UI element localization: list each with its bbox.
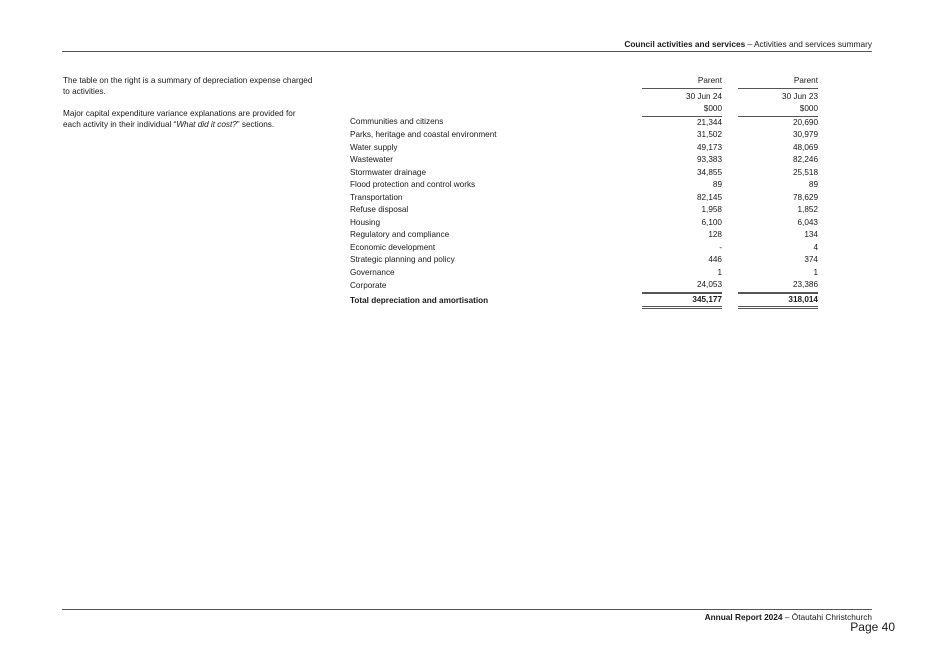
- row-value-2024: 1: [717, 267, 722, 277]
- row-value-2024: 82,145: [696, 192, 722, 202]
- table-row: [350, 179, 818, 192]
- row-label: Regulatory and compliance: [350, 230, 450, 239]
- row-value-2023: 20,690: [738, 116, 818, 130]
- row-label: Wastewater: [350, 155, 393, 164]
- table-body: [350, 116, 818, 310]
- row-value-2024: -: [719, 242, 722, 252]
- running-header: [62, 39, 872, 52]
- row-value-2023: 6,043: [797, 217, 818, 227]
- table-header-date-row: [350, 91, 818, 104]
- row-value-2023: 374: [804, 255, 818, 264]
- table-row: [350, 154, 818, 167]
- row-value-2023: 89: [808, 180, 818, 189]
- footer-report-title: Annual Report 2024: [704, 612, 783, 622]
- table-header-unit-row: [350, 103, 818, 116]
- col2-date: 30 Jun 23: [782, 91, 818, 101]
- row-value-2023: 1: [813, 267, 818, 277]
- page-number: Page 40: [850, 620, 895, 634]
- row-value-2023: 25,518: [792, 167, 818, 177]
- intro-text: [63, 75, 313, 141]
- row-label: Economic development: [350, 242, 436, 252]
- row-value-2024: 128: [708, 230, 722, 239]
- row-value-2023: 134: [804, 230, 818, 239]
- table-row: [350, 229, 818, 242]
- total-value-2023: 318,014: [738, 293, 818, 310]
- col2-entity: Parent: [738, 75, 818, 91]
- row-label: Parks, heritage and coastal environment: [350, 130, 497, 139]
- table-row: [350, 267, 818, 280]
- table-row: [350, 142, 818, 155]
- intro-paragraph-1: The table on the right is a summary of depreciation expense charged to activities.: [63, 76, 313, 96]
- row-label: Refuse disposal: [350, 205, 409, 214]
- row-value-2024: 49,173: [696, 142, 722, 152]
- table-header-entity-row: [350, 75, 818, 91]
- col1-date: 30 Jun 24: [686, 91, 722, 101]
- intro-paragraph-2-post: ” sections.: [236, 120, 275, 129]
- total-label: Total depreciation and amortisation: [350, 295, 489, 305]
- row-label: Housing: [350, 217, 381, 227]
- row-label: Governance: [350, 267, 395, 277]
- table-total-row: [350, 293, 818, 310]
- row-label: Communities and citizens: [350, 117, 444, 126]
- row-label: Water supply: [350, 142, 398, 152]
- row-value-2024: 31,502: [696, 130, 722, 139]
- header-section-title: Council activities and services: [624, 39, 746, 49]
- row-value-2023: 82,246: [792, 155, 818, 164]
- table-row: [350, 217, 818, 230]
- row-value-2023: 48,069: [792, 142, 818, 152]
- total-value-2024: 345,177: [642, 293, 722, 310]
- table-row: [350, 192, 818, 205]
- table-row: [350, 116, 818, 130]
- table-row: [350, 167, 818, 180]
- row-label: Transportation: [350, 192, 403, 202]
- intro-paragraph-2-pre: Major capital expenditure variance explanations are provided for each activity in their individual “: [63, 109, 296, 129]
- table-row: [350, 129, 818, 142]
- running-footer: [62, 609, 872, 623]
- col1-unit: $000: [703, 104, 722, 113]
- table-row: [350, 204, 818, 217]
- row-value-2024: 34,855: [696, 167, 722, 177]
- row-value-2023: 78,629: [792, 192, 818, 202]
- row-value-2024: 89: [712, 180, 722, 189]
- intro-paragraph-2-italic: What did it cost?: [176, 120, 237, 129]
- intro-paragraph-2: [63, 108, 313, 130]
- table-row: [350, 254, 818, 267]
- depreciation-table: [350, 75, 818, 309]
- table-row: [350, 242, 818, 255]
- row-label: Stormwater drainage: [350, 167, 426, 177]
- header-section-subtitle: – Activities and services summary: [745, 39, 872, 49]
- col1-entity: Parent: [642, 75, 722, 91]
- row-value-2023: 1,852: [797, 205, 818, 214]
- row-value-2024: 446: [708, 255, 722, 264]
- row-value-2024: 21,344: [642, 116, 722, 130]
- row-value-2024: 6,100: [701, 217, 722, 227]
- row-value-2024: 93,383: [696, 155, 722, 164]
- row-value-2024: 1,958: [701, 205, 722, 214]
- col2-unit: $000: [799, 104, 818, 113]
- footer-report-location: – Ōtautahi Christchurch: [782, 612, 872, 622]
- table-row: [350, 279, 818, 293]
- row-label: Strategic planning and policy: [350, 255, 455, 264]
- row-value-2023: 30,979: [792, 130, 818, 139]
- row-value-2023: 4: [813, 242, 818, 252]
- row-value-2024: 24,053: [642, 279, 722, 293]
- row-label: Flood protection and control works: [350, 180, 476, 189]
- row-label: Corporate: [350, 280, 387, 290]
- row-value-2023: 23,386: [738, 279, 818, 293]
